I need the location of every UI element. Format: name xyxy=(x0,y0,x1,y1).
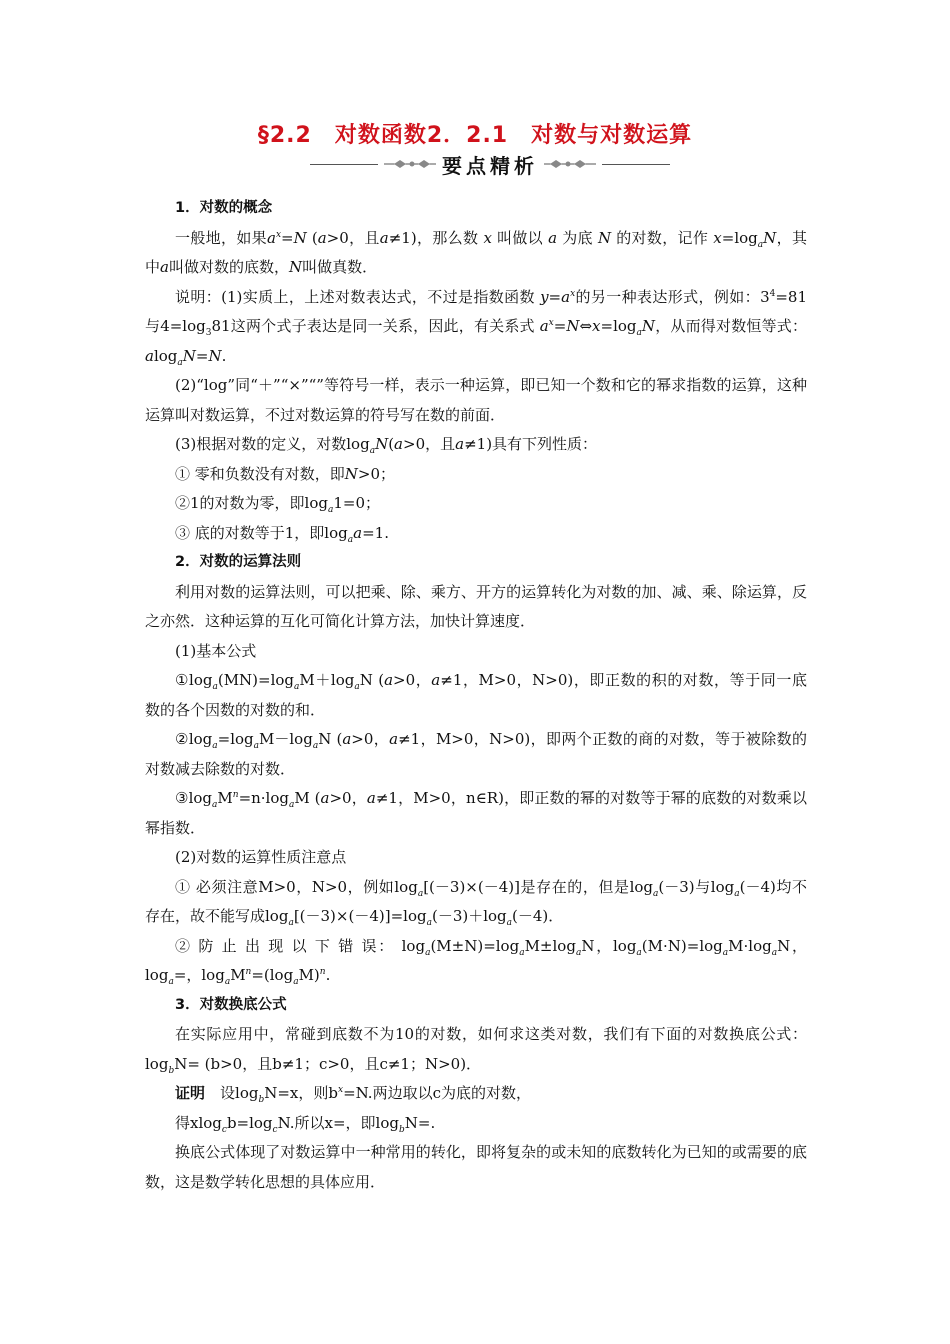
banner-left-rule xyxy=(310,164,378,165)
subscript: c xyxy=(221,1124,227,1135)
text-fragment: ⇔ xyxy=(579,317,593,335)
text-fragment: ①log xyxy=(175,671,213,689)
text-fragment: 3 xyxy=(760,287,770,306)
text-fragment: x xyxy=(713,228,722,247)
subscript: a xyxy=(288,918,294,928)
text-fragment: a xyxy=(366,789,376,807)
subscript: a xyxy=(212,800,218,810)
paragraph-change-of-base xyxy=(145,1020,807,1079)
text-fragment: log xyxy=(401,936,426,955)
property-2 xyxy=(145,489,807,519)
text-fragment: =81与4=log xyxy=(145,287,807,335)
paragraph-conclusion: 换底公式体现了对数运算中一种常用的转化，即将复杂的或未知的底数转化为已知的或需要的底数，这是数学转化思想的具体应用． xyxy=(145,1143,807,1191)
text-fragment: N=x，则b xyxy=(264,1084,338,1102)
text-fragment: 叫做真数． xyxy=(302,258,378,276)
text-fragment: 81这两个式子表达是同一关系，因此，有关系式 xyxy=(211,317,535,335)
subscript: a xyxy=(253,741,260,751)
subscript: a xyxy=(722,947,729,958)
superscript: x xyxy=(338,1085,344,1095)
text-fragment: 得xlog xyxy=(175,1113,222,1132)
text-fragment: y xyxy=(540,287,549,306)
subscript: a xyxy=(293,977,299,987)
subscript: a xyxy=(757,239,764,250)
text-fragment: =(log xyxy=(251,966,294,984)
text-fragment: M－log xyxy=(259,730,313,748)
text-fragment: = xyxy=(195,346,209,365)
formula-quotient xyxy=(145,725,807,784)
text-fragment: ≠1，M>0，n∈R)，即正数的幂的对数等于幂的底数的对数乘以幂指数． xyxy=(145,789,807,837)
text-fragment: (－3)与log xyxy=(658,877,735,896)
subscript: a xyxy=(653,888,659,899)
text-fragment: log xyxy=(153,346,178,365)
text-fragment: (－3)＋log xyxy=(431,907,507,925)
text-fragment: M xyxy=(217,789,233,807)
text-fragment: [(－3)×(－4)]=log xyxy=(293,907,427,925)
subscript: a xyxy=(177,357,183,368)
section-banner xyxy=(310,150,670,178)
text-fragment: a xyxy=(379,228,389,247)
document-body xyxy=(145,194,807,1197)
text-fragment: M) xyxy=(298,966,320,984)
caution-2 xyxy=(145,932,807,991)
text-fragment: ，从而得对数恒等式： xyxy=(655,317,807,335)
section-heading-1: 1．对数的概念 xyxy=(175,200,273,216)
text-fragment: x xyxy=(483,228,492,247)
subscript: a xyxy=(426,918,432,928)
formula-power xyxy=(145,784,807,843)
text-fragment: = xyxy=(281,228,294,247)
text-fragment: ( xyxy=(311,228,318,247)
section-heading-2: 2．对数的运算法则 xyxy=(175,554,302,570)
subscript: a xyxy=(354,682,360,692)
text-fragment: M±log xyxy=(524,936,576,955)
text-fragment: a xyxy=(317,228,327,247)
paragraph-note-2: (2)“log”同“＋”“×”“”等符号一样，表示一种运算，即已知一个数和它的幂求指数的运算，这种运算叫对数运算，不过对数运算的符号写在数的前面． xyxy=(145,376,807,424)
text-fragment: M xyxy=(230,966,246,984)
subscript: a xyxy=(636,947,642,958)
text-fragment: M＋log xyxy=(299,671,355,689)
text-fragment: a xyxy=(389,730,399,748)
text-fragment: a xyxy=(394,435,403,453)
superscript: x xyxy=(570,288,576,299)
ornament-right-icon xyxy=(544,158,596,170)
superscript: n xyxy=(245,967,252,977)
text-fragment: . xyxy=(325,966,331,984)
proof-label: 证明 xyxy=(175,1084,206,1102)
subheading-cautions: (2)对数的运算性质注意点 xyxy=(175,848,347,866)
text-fragment: a xyxy=(342,730,352,748)
subscript: b xyxy=(168,1065,175,1076)
subscript: a xyxy=(575,947,582,958)
text-fragment: 叫做对数的底数， xyxy=(168,258,289,276)
page-title: §2.2 对数函数2．2.1 对数与对数运算 xyxy=(257,123,693,148)
text-fragment: a xyxy=(548,228,558,247)
text-fragment: 在实际应用中，常碰到底数不为10的对数，如何求这类对数，我们有下面的对数换底公式：log xyxy=(145,1025,807,1073)
text-fragment: =log xyxy=(600,317,637,335)
text-fragment: ≠1，M>0，N>0)，即正数的积的对数，等于同一底数的各个因数的对数的和． xyxy=(145,671,807,719)
formula-product xyxy=(145,666,807,725)
text-fragment: N xyxy=(344,464,358,483)
subscript: a xyxy=(369,446,376,456)
paragraph-note-1: 说明：(1)实质上，上述对数表达式，不过是指数函数 $y=a^x$的另一种表达形式，例如：$3^4=81$与$4=\log_381$这两个式子表达是同一关系，因此，有关系式 $a^x=N\Leftrightarrow x=\log_aN$，从而得对数恒等式：alog$_a$N=N. xyxy=(145,287,807,368)
subscript: c xyxy=(272,1124,278,1135)
text-fragment: = xyxy=(721,228,735,247)
text-fragment: a xyxy=(539,317,549,335)
superscript: 4 xyxy=(769,288,776,299)
text-fragment: 的另一种表达形式，例如： xyxy=(575,287,761,306)
text-fragment: N，log xyxy=(581,936,637,955)
text-fragment: >0， xyxy=(351,730,390,748)
text-fragment: =N.两边取以c为底的对数， xyxy=(343,1084,531,1102)
superscript: x xyxy=(548,318,554,328)
text-fragment: (－4)． xyxy=(512,907,564,925)
text-fragment: b=log xyxy=(226,1113,273,1132)
text-fragment: a xyxy=(320,789,330,807)
subscript: a xyxy=(224,977,231,987)
text-fragment: a xyxy=(455,435,465,453)
text-fragment: ① 必须注意M>0，N>0，例如log xyxy=(175,877,418,896)
subheading-basic-formulas: (1)基本公式 xyxy=(175,641,257,660)
paragraph-note-3 xyxy=(145,430,807,460)
subscript: a xyxy=(294,682,300,692)
text-fragment: ≠1，M>0，N>0)，即两个正数的商的对数，等于被除数的对数减去除数的对数． xyxy=(145,730,807,778)
text-fragment: a xyxy=(353,523,363,542)
text-fragment: ② 防 止 出 现 以 下 错 误： xyxy=(175,936,396,955)
text-fragment: N xyxy=(288,258,303,276)
text-fragment: M ( xyxy=(294,789,321,807)
subscript: a xyxy=(312,741,319,751)
subscript: a xyxy=(734,888,740,899)
text-fragment: (M·N)=log xyxy=(641,936,723,955)
text-fragment: N xyxy=(293,228,307,247)
banner-right-rule xyxy=(602,164,670,165)
text-fragment: a xyxy=(384,671,394,689)
subscript: b xyxy=(399,1124,405,1135)
text-fragment: =，log xyxy=(173,966,225,984)
subscript: a xyxy=(327,505,334,515)
superscript: x xyxy=(275,229,282,240)
subscript: a xyxy=(771,947,778,958)
subscript: a xyxy=(212,741,218,751)
text-fragment: 叫做以 xyxy=(497,228,544,247)
text-fragment: 说明：(1)实质上，上述对数表达式，不过是指数函数 xyxy=(175,287,535,306)
text-fragment: 1=0； xyxy=(333,494,381,512)
subscript: a xyxy=(212,682,218,692)
text-fragment: N xyxy=(641,317,655,335)
text-fragment: ≠1)具有下列性质： xyxy=(464,435,598,453)
property-3 xyxy=(145,519,807,549)
text-fragment: N，log xyxy=(145,936,807,984)
paragraph-rules-intro: 利用对数的运算法则，可以把乘、除、乘方、开方的运算转化为对数的加、减、乘、除运算，反之亦然．这种运算的互化可简化计算方法，加快计算速度． xyxy=(145,582,807,630)
caution-1 xyxy=(145,873,807,932)
text-fragment: (M±N)=log xyxy=(430,936,520,955)
subscript: 3 xyxy=(205,328,212,338)
text-fragment: N=. xyxy=(404,1113,436,1132)
text-fragment: [(－3)×(－4)]是存在的，但是log xyxy=(423,877,654,896)
subscript: a xyxy=(425,947,431,958)
subscript: a xyxy=(168,977,174,987)
text-fragment: a xyxy=(160,258,169,276)
text-fragment: =log xyxy=(217,730,254,748)
text-fragment: N ( xyxy=(318,730,343,748)
text-fragment: N xyxy=(763,228,777,247)
text-fragment: N xyxy=(182,346,196,365)
subscript: a xyxy=(519,947,525,958)
subscript: a xyxy=(289,800,295,810)
text-fragment: ③log xyxy=(175,789,213,807)
text-fragment: N= (b>0，且b≠1；c>0，且c≠1；N>0)． xyxy=(174,1054,482,1073)
property-1 xyxy=(145,460,807,490)
text-fragment: ②log xyxy=(175,730,213,748)
text-fragment: =1. xyxy=(362,523,389,542)
text-fragment: ③ 底的对数等于1，即log xyxy=(175,523,348,542)
text-fragment: ( xyxy=(388,435,395,453)
text-fragment: >0， xyxy=(329,789,367,807)
text-fragment: N xyxy=(566,317,580,335)
superscript: n xyxy=(319,967,326,977)
section-heading-3: 3．对数换底公式 xyxy=(175,996,287,1013)
text-fragment: >0，且 xyxy=(403,435,456,453)
text-fragment: 为底 xyxy=(562,228,593,247)
text-fragment: 设log xyxy=(220,1084,259,1102)
proof-line-2 xyxy=(145,1109,807,1139)
text-fragment: N ( xyxy=(359,671,385,689)
text-fragment: >0，且 xyxy=(326,228,380,247)
text-fragment: ① 零和负数没有对数，即 xyxy=(175,464,345,483)
text-fragment: x xyxy=(592,317,601,335)
text-fragment: (MN)=log xyxy=(217,671,295,689)
text-fragment: ≠1)，那么数 xyxy=(388,228,479,247)
text-fragment: ，其中 xyxy=(145,228,807,276)
text-fragment: a xyxy=(561,287,571,306)
text-fragment: >0； xyxy=(357,464,396,483)
text-fragment: N xyxy=(597,228,612,247)
text-fragment: M·log xyxy=(728,936,772,955)
text-fragment: a xyxy=(145,346,154,365)
text-fragment: 的对数，记作 xyxy=(616,228,709,247)
ornament-left-icon xyxy=(384,158,436,170)
text-fragment: N xyxy=(375,435,389,453)
paragraph-definition: 一般地，如果$a^x=N$ (a>0，且a≠1)，那么数 x 叫做以 a 为底 N 的对数，记作 $x=\log_aN$，其中a叫做对数的底数，N叫做真数． xyxy=(145,228,807,276)
text-fragment: a xyxy=(431,671,441,689)
text-fragment: (3)根据对数的定义，对数log xyxy=(175,435,370,453)
text-fragment: >0， xyxy=(393,671,432,689)
subscript: a xyxy=(417,888,424,899)
text-fragment: =n·log xyxy=(238,789,289,807)
superscript: n xyxy=(232,790,239,800)
text-fragment: (－4)均不存在，故不能写成log xyxy=(145,877,808,925)
subscript: a xyxy=(636,328,642,338)
subscript: a xyxy=(347,534,354,545)
text-fragment: N xyxy=(208,346,222,365)
text-fragment: ②1的对数为零，即log xyxy=(175,494,328,512)
proof-line-1 xyxy=(145,1079,807,1109)
text-fragment: 一般地，如果 xyxy=(175,228,267,247)
subscript: a xyxy=(506,918,513,928)
text-fragment: N.所以x=，即log xyxy=(277,1113,399,1132)
text-fragment: a xyxy=(266,228,276,247)
subscript: b xyxy=(258,1095,265,1105)
banner-title: 要点精析 xyxy=(442,153,538,178)
